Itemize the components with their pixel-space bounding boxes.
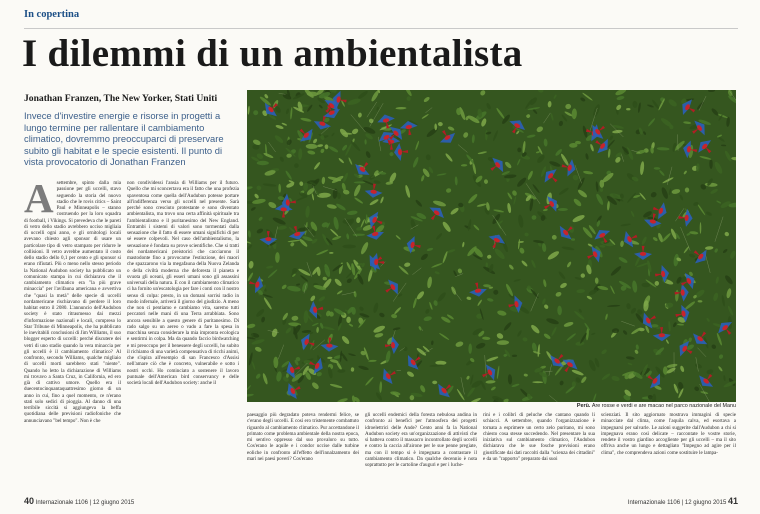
header-rule [24,28,738,29]
body-text-6: scienziati. Il sito aggiornato mostrava immagini di specie minacciate dal clima, come l'aquila calva, ed esortava a impegnarsi per salvarle. Le azioni suggerite dall'Audubon a chi si impegnava erano così delicate – raccontate le vostre storie, rendete il vostro giardino accogliente per gli uccelli – ma il sito offriva anche un lungo e dettagliato "Impegno ad agire per il clima", che comprendeva azioni come sostituire le lampa- [601,412,736,456]
folio-right [628,496,738,506]
section-label: In copertina [24,9,80,20]
body-text-3: paesaggio più degradato poteva rendermi felice, se c'erano degli uccelli. E così ero tristemente combattuto riguardo al cambiamento climatico. Pur accettandone il primato come problema ambientale della nostra epoca, mi sentivo oppresso dal suo provaloro su tutto. Cos'erano le aquile e i condor uccise dalle turbine eoliche in confronto all'effetto dell'innalzamento dei mari nei paesi poveri? Cos'erano [247,412,359,462]
body-text-1: settembre, spinto dalla mia passione per gli uccelli, stavo seguendo la storia del nuovo stadio che le rovis citics – Saint Paul e Minneapolis – stanno costruendo per la loro squadra di football, i Vikings. Si prevedeva che le pareti di vetro dello stadio avrebbero ucciso migliaia di uccelli ogni anno, e gli ornitologi locali avevano chiesto agli sponsor di usare un particolare tipo di vetro stampato per ridurre le collisioni. Il vetro avrebbe aumentato il costo dello stadio dello 0,1 per cento e gli sponsor si erano rifiutati. Più o meno nello stesso periodo la National Audubon society ha pubblicato un comunicato stampa in cui dichiarava che il cambiamento climatico era "la più grave minaccia" per l'avifauna americana e avvertiva che "quasi la metà" delle specie di uccelli nordamericane rischiavano di perdere il loro habitat entro il 2080. L'annuncio dell'Audubon society è stato ritrasmesso dai mezzi d'informazione nazionali e locali, compreso lo Star Tribune di Minneapolis, che ha pubblicato le inevitabili conclusioni di Jim Williams, il suo blogger esperto di uccelli: perché discutere dei vetri di uno stadio quando la vera minaccia per gli uccelli è il cambiamento climatico? Al confronto, secondo Williams, qualche migliaio di uccelli morti sarebbero stati "niente". Quando ho letto la dichiarazione di Williams mi trovavo a Santa Cruz, in California, ed ero già di cattivo umore. Quello era il duecentocinquantaquattresimo giorno di un anno in cui, fino a quel momento, ce n'erano stati solo sedici di pioggia. Al danno di una terribile siccità si aggiungeva la beffa quotidiana delle previsioni radiofoniche che annunciavano "bel tempo". Non è che [24,180,121,424]
body-column-6 [601,412,736,492]
macaw-photo [247,90,736,402]
body-text-2: non condividessi l'ansia di Williams per il futuro. Quello che mi sconcertava era il fatto che una profezia spaventosa come quella dell'Audubon potesse portare all'indifferenza verso gli uccelli nel presente. Sarà perché sono cresciuto protestante e sono diventato ambientalista, ma trovo una certa affinità spirituale tra l'ambientalismo e il puritanesimo del New England. Entrambi i sistemi di valori sono tormentati dalla sensazione che il fatto di essere umani significhi di per sé essere colpevoli. Nel caso dell'ambientalismo, la sensazione è fondata su prove scientifiche. Che si tratti dei nordamericani preistorici che cacciarono il mastodonte fino a provocarne l'estinzione, dei maori che spazzarono via la megafauna della Nuova Zelanda o della civiltà moderna che deforesta il pianeta e svuota gli oceani, gli esseri umani sono gli assassini universali della natura. E con il cambiamento climatico ci ha fornito un'escatologia per fare i conti con il nostro senso di colpa: presto, in un domani sorrisi radio in modo infernale, arriverà il giorno del giudizio. A meno che non ci pentiamo e cambiamo vita, saremo tutti peccatori nelle mani di una Terra arrabbiata. Sono ancora sensibile a questo genere di puritanesimo. Di rado salgo su un aereo o vado a fare la spesa in macchina senza considerare la mia impronta ecologica e sentirmi in colpa. Ma da quando faccio birdwatching e mi preoccupo per il benessere degli uccelli, ho subito il richiamo di una varietà compensativa di ricchi animi, che s'ispira all'esempio di san Francesco d'Assisi nell'amare ciò che è concreto, vulnerabile e sotto i nostri occhi. Ho cominciato a sostenere il lavoro puntuale dell'American bird conservancy e delle società locali dell'Audubon society: anche il [127,180,239,386]
body-column-5 [483,412,595,492]
standfirst: Invece d'investire energie e risorse in progetti a lungo termine per rallentare il cambiamento climatico, dovremmo preoccuparci di preservare subito gli habitat e le specie esistenti. Il punto di vista provocatorio di Jonathan Franzen [24,110,224,168]
body-text-4: gli uccelli endemici della foresta nebulosa andina in confronto ai benefici per l'atmosfera dei progetti idroelettrici delle Ande? Cento anni fa la National Audubon society era un'organizzazione di attivisti che si batteva contro il massacro incontrollato degli uccelli e contro la caccia all'airone per le sue penne pregiate, ma con il tempo si è impegnata a contrastare il cambiamento climatico. Da qualche decennio è nota soprattutto per le cartoline d'auguri e per i luche- [365,412,477,468]
body-text-5: rini e i colibrì di peluche che cantano quando li schiacci. A settembre, quando l'organizzazione è tornata a esprimere un certo zelo puritano, mi sono chiesto cosa stesse succedendo. Nel presentare la sua iniziativa sul cambiamento climatico, l'Audubon dichiarava che le sue fosche previsioni erano giustificate dai dati raccolti dalla "scienza dei cittadini" e da un "rapporto" preparato dai suoi [483,412,595,462]
body-column-4 [365,412,477,492]
page-number-right: 41 [727,496,738,506]
folio-right-text: Internazionale 1106 | 12 giugno 2015 [627,500,727,506]
headline: I dilemmi di un ambientalista [22,32,523,75]
body-column-3 [247,412,359,492]
caption-place: Perù. [576,403,592,409]
macaw-flock-image [247,90,736,402]
body-column-2 [127,180,239,490]
caption-text: Are rosse e verdi e are macao nel parco nazionale del Manu [591,403,736,409]
folio-left-text: Internazionale 1106 | 12 giugno 2015 [35,500,135,506]
body-column-1 [24,180,121,490]
photo-caption [501,403,736,409]
page-number-left: 40 [24,496,35,506]
drop-cap: A [24,180,54,221]
byline: Jonathan Franzen, The New Yorker, Stati Uniti [24,93,218,104]
folio-left [24,496,134,506]
